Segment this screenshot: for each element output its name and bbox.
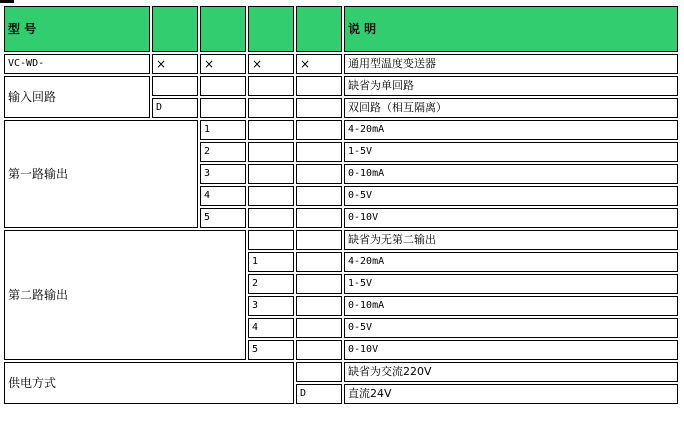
output2-desc-cell: 0-10mA [344, 296, 678, 316]
output1-empty-cell [296, 208, 342, 228]
model-mark-cell-3: × [248, 54, 294, 74]
output2-empty-cell [296, 296, 342, 316]
output1-desc-cell: 0-5V [344, 186, 678, 206]
header-model-cell: 型 号 [4, 6, 150, 52]
header-code-cell-4 [296, 6, 342, 52]
power-label: 供电方式 [4, 362, 294, 404]
output1-desc-cell: 0-10V [344, 208, 678, 228]
output2-code-cell: 3 [248, 296, 294, 316]
output2-desc-cell: 0-5V [344, 318, 678, 338]
input-loop-desc-cell: 双回路（相互隔离） [344, 98, 678, 118]
input-loop-empty-cell [200, 76, 246, 96]
output2-empty-cell [296, 230, 342, 250]
output2-label: 第二路输出 [4, 230, 246, 360]
header-code-cell-2 [200, 6, 246, 52]
input-loop-empty-cell [296, 98, 342, 118]
output1-empty-cell [296, 186, 342, 206]
output1-desc-cell: 4-20mA [344, 120, 678, 140]
output1-empty-cell [248, 164, 294, 184]
output2-code-cell: 2 [248, 274, 294, 294]
header-row [4, 6, 678, 52]
output1-desc-cell: 0-10mA [344, 164, 678, 184]
output1-empty-cell [296, 142, 342, 162]
output1-desc-cell: 1-5V [344, 142, 678, 162]
output2-empty-cell [296, 318, 342, 338]
power-row [4, 362, 678, 382]
power-code-cell [296, 362, 342, 382]
input-loop-row-1 [4, 76, 678, 96]
output2-empty-cell [296, 274, 342, 294]
output2-row [4, 230, 678, 250]
output2-code-cell: 4 [248, 318, 294, 338]
model-selection-table-wrapper [2, 4, 680, 406]
header-desc-cell: 说 明 [344, 6, 678, 52]
input-loop-label: 输入回路 [4, 76, 150, 118]
power-desc-cell: 直流24V [344, 384, 678, 404]
output2-empty-cell [296, 252, 342, 272]
output1-code-cell: 1 [200, 120, 246, 140]
input-loop-desc-cell: 缺省为单回路 [344, 76, 678, 96]
output2-desc-cell: 4-20mA [344, 252, 678, 272]
model-mark-cell-2: × [200, 54, 246, 74]
input-loop-empty-cell [248, 76, 294, 96]
input-loop-empty-cell [248, 98, 294, 118]
input-loop-code-cell: D [152, 98, 198, 118]
top-marker [0, 0, 14, 3]
output1-empty-cell [296, 164, 342, 184]
output1-empty-cell [248, 208, 294, 228]
output1-code-cell: 5 [200, 208, 246, 228]
header-code-cell-1 [152, 6, 198, 52]
output2-desc-cell: 1-5V [344, 274, 678, 294]
output2-empty-cell [296, 340, 342, 360]
input-loop-code-cell [152, 76, 198, 96]
input-loop-empty-cell [200, 98, 246, 118]
model-desc-cell: 通用型温度变送器 [344, 54, 678, 74]
output2-code-cell [248, 230, 294, 250]
model-selection-table [2, 4, 680, 406]
output2-code-cell: 5 [248, 340, 294, 360]
model-code-cell: VC-WD- [4, 54, 150, 74]
output2-desc-cell: 缺省为无第二输出 [344, 230, 678, 250]
model-mark-cell-1: × [152, 54, 198, 74]
output1-empty-cell [296, 120, 342, 140]
output1-empty-cell [248, 120, 294, 140]
input-loop-empty-cell [296, 76, 342, 96]
output1-code-cell: 4 [200, 186, 246, 206]
output1-empty-cell [248, 142, 294, 162]
output2-code-cell: 1 [248, 252, 294, 272]
power-desc-cell: 缺省为交流220V [344, 362, 678, 382]
output1-code-cell: 2 [200, 142, 246, 162]
output1-label: 第一路输出 [4, 120, 198, 228]
output1-code-cell: 3 [200, 164, 246, 184]
model-row [4, 54, 678, 74]
output1-row [4, 120, 678, 140]
output1-empty-cell [248, 186, 294, 206]
header-code-cell-3 [248, 6, 294, 52]
output2-desc-cell: 0-10V [344, 340, 678, 360]
power-code-cell: D [296, 384, 342, 404]
model-mark-cell-4: × [296, 54, 342, 74]
